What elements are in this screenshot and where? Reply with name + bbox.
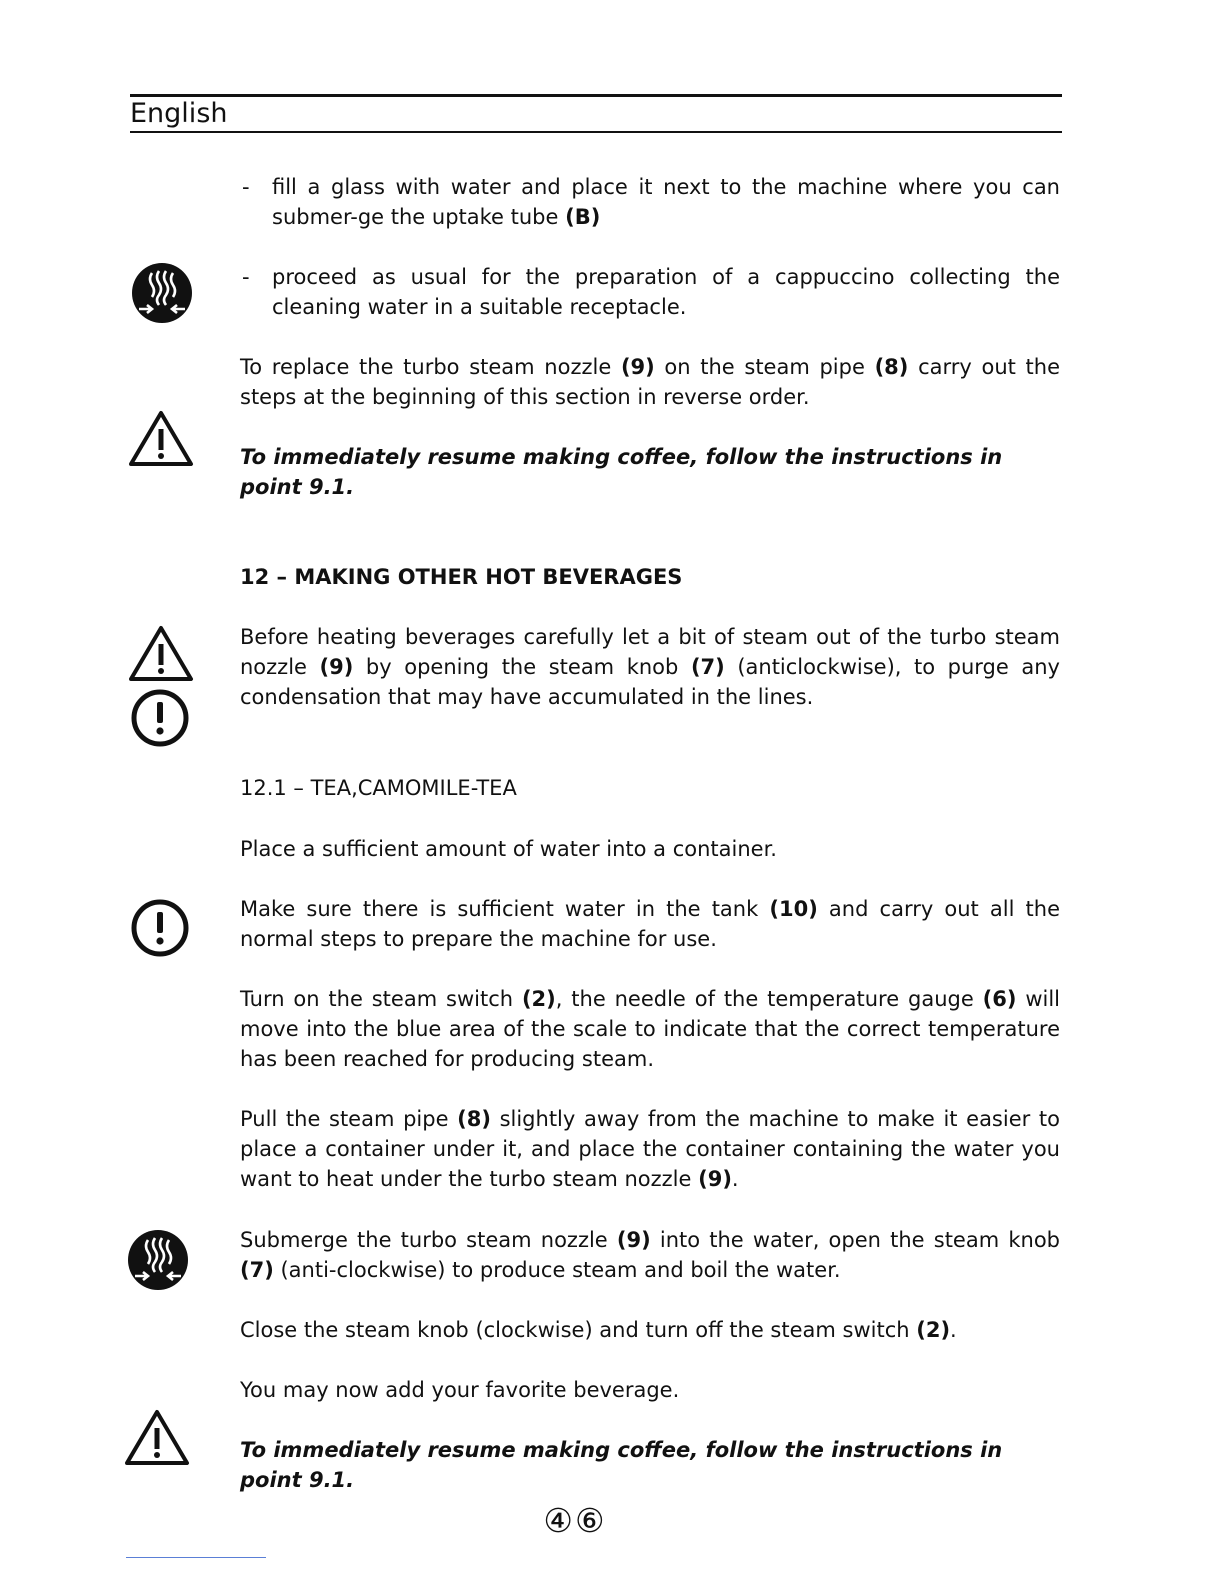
place-water-paragraph: Place a sufficient amount of water into a container. bbox=[240, 837, 777, 861]
before-heating-paragraph bbox=[240, 622, 1060, 712]
text-run: Pull the steam pipe bbox=[240, 1107, 458, 1131]
footer-divider bbox=[126, 1557, 266, 1558]
page-number: ④⑥ bbox=[543, 1501, 607, 1540]
part-ref: (7) bbox=[240, 1258, 274, 1282]
part-ref: (9) bbox=[616, 1228, 651, 1252]
warning-triangle-icon bbox=[128, 624, 194, 682]
section-12-heading: 12 – MAKING OTHER HOT BEVERAGES bbox=[240, 565, 683, 589]
language-label: English bbox=[130, 98, 228, 129]
bullet-proceed: proceed as usual for the preparation of a cappuccino collecting the cleaning water in a suitable receptacle. bbox=[272, 265, 1060, 319]
part-ref: (7) bbox=[690, 655, 725, 679]
text-run: will move into the blue area of the scale to indicate that the correct temperature has been reached for producing steam. bbox=[240, 987, 1060, 1071]
text-run: into the water, open the steam knob bbox=[650, 1228, 1060, 1252]
close-knob-paragraph bbox=[240, 1315, 1060, 1345]
part-ref: (10) bbox=[769, 897, 818, 921]
submerge-paragraph bbox=[240, 1225, 1060, 1285]
text-run: Make sure there is sufficient water in the tank bbox=[240, 897, 770, 921]
make-sure-paragraph bbox=[240, 894, 1060, 954]
part-ref: (9) bbox=[319, 655, 354, 679]
part-ref: (6) bbox=[982, 987, 1017, 1011]
header-rule-top bbox=[130, 94, 1062, 97]
text-run: slightly away from the machine to make it easier to place a container under it, and place the container containing the water you want to heat under the turbo steam nozzle bbox=[240, 1107, 1060, 1191]
caution-exclamation-icon bbox=[131, 689, 189, 747]
text-run: on the steam pipe bbox=[654, 355, 875, 379]
text-run: . bbox=[950, 1318, 957, 1342]
text-run: by opening the steam knob bbox=[353, 655, 691, 679]
hot-steam-icon bbox=[131, 262, 193, 324]
header-rule-bottom bbox=[130, 131, 1062, 133]
part-ref: (2) bbox=[521, 987, 556, 1011]
text-run: Close the steam knob (clockwise) and turn off the steam switch bbox=[240, 1318, 917, 1342]
part-ref: (9) bbox=[698, 1167, 732, 1191]
part-ref: (8) bbox=[874, 355, 909, 379]
text-run: Turn on the steam switch bbox=[240, 987, 522, 1011]
bullet-dash: - bbox=[242, 265, 250, 289]
text-run: Submerge the turbo steam nozzle bbox=[240, 1228, 617, 1252]
warning-triangle-icon bbox=[128, 409, 194, 467]
pull-pipe-paragraph bbox=[240, 1104, 1060, 1194]
part-ref: (2) bbox=[916, 1318, 951, 1342]
replace-nozzle-paragraph bbox=[240, 352, 1060, 412]
caution-exclamation-icon bbox=[131, 899, 189, 957]
part-ref: (B) bbox=[565, 205, 601, 229]
bullet-fill-glass bbox=[272, 172, 1060, 232]
text-run: (anti-clockwise) to produce steam and boil the water. bbox=[273, 1258, 841, 1282]
bullet-dash: - bbox=[242, 175, 250, 199]
text-run: , the needle of the temperature gauge bbox=[555, 987, 983, 1011]
warning-triangle-icon bbox=[124, 1408, 190, 1466]
section-12-1-heading: 12.1 – TEA,CAMOMILE-TEA bbox=[240, 776, 517, 800]
add-beverage-paragraph: You may now add your favorite beverage. bbox=[240, 1378, 680, 1402]
text-run: and carry out all the normal steps to prepare the machine for use. bbox=[240, 897, 1060, 951]
text-run: . bbox=[731, 1167, 739, 1191]
resume-coffee-warning: To immediately resume making coffee, follow the instructions in point 9.1. bbox=[240, 1438, 1003, 1492]
resume-coffee-warning: To immediately resume making coffee, follow the instructions in point 9.1. bbox=[240, 445, 1003, 499]
text-run: Before heating beverages carefully let a bit of steam out of the turbo steam nozzle bbox=[240, 625, 1060, 679]
bullet-text: fill a glass with water and place it next to the machine where you can submer-ge the uptake tube bbox=[272, 175, 1060, 229]
text-run: carry out the steps at the beginning of this section in reverse order. bbox=[240, 355, 1061, 409]
hot-steam-icon bbox=[127, 1229, 189, 1291]
part-ref: (8) bbox=[457, 1107, 491, 1131]
part-ref: (9) bbox=[620, 355, 655, 379]
text-run: (anticlockwise), to purge any condensation that may have accumulated in the lines. bbox=[240, 655, 1060, 709]
text-run: To replace the turbo steam nozzle bbox=[240, 355, 621, 379]
turn-on-paragraph bbox=[240, 984, 1060, 1074]
